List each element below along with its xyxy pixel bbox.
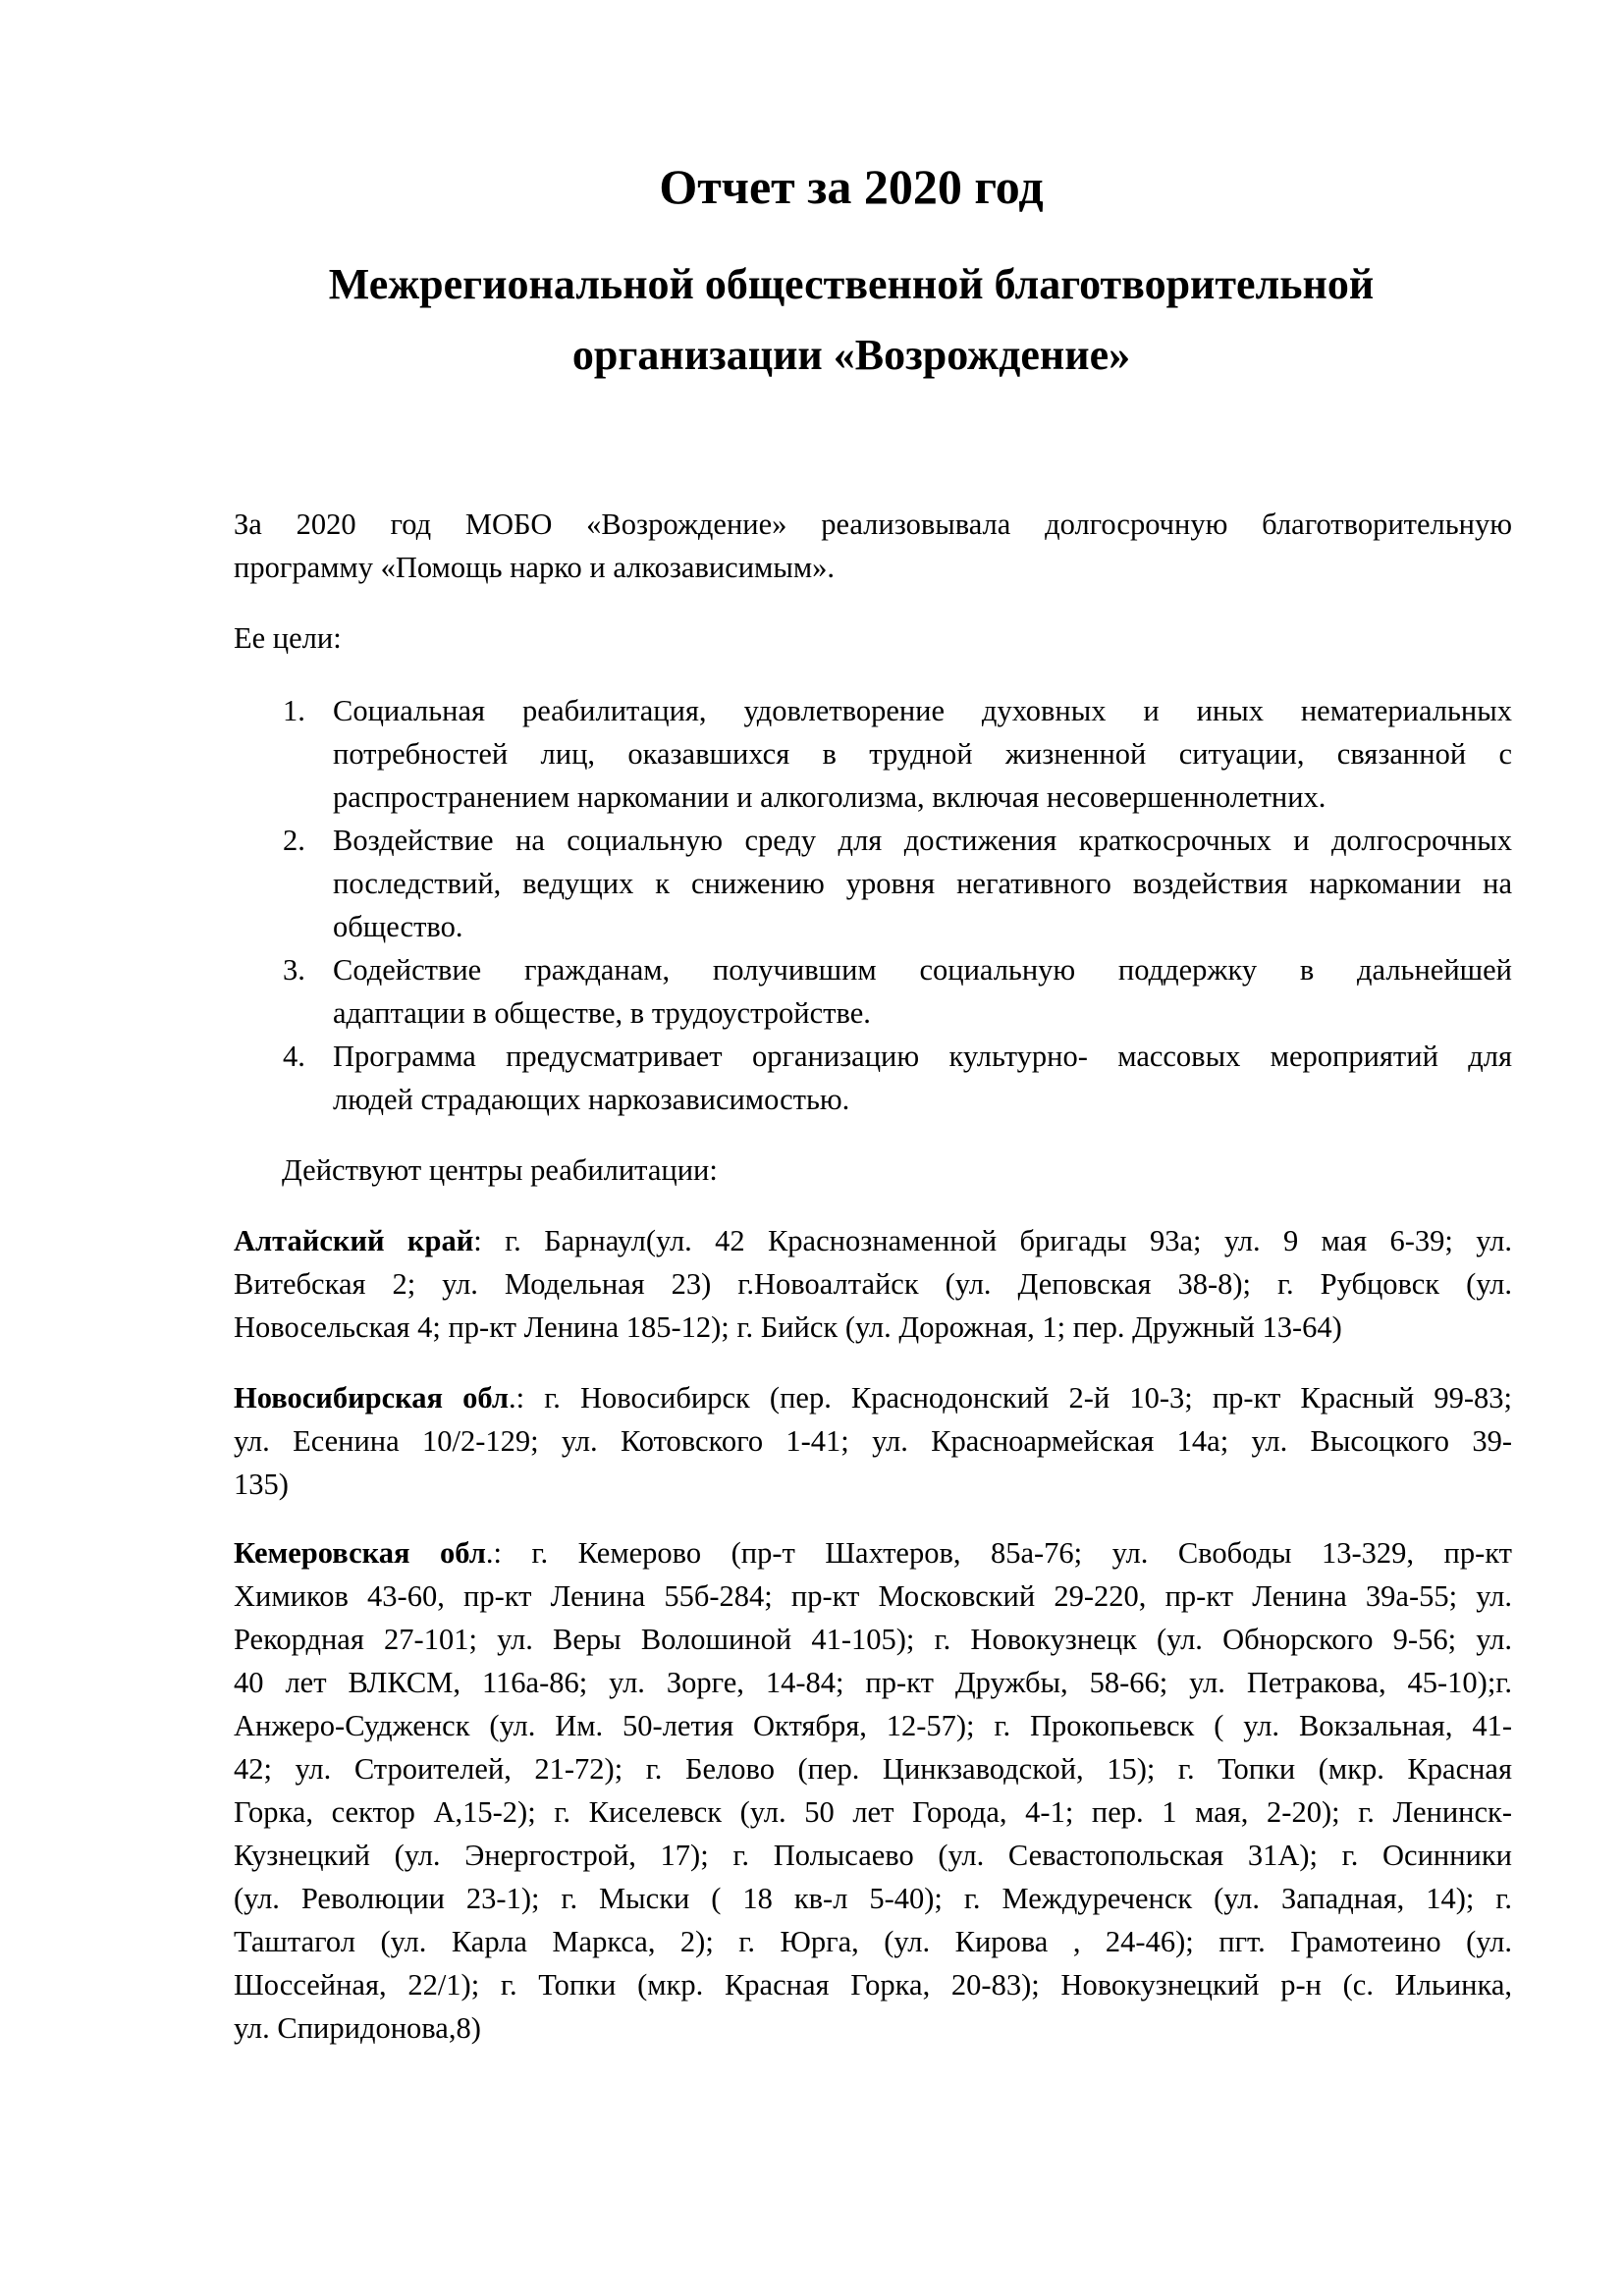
- region-line: Новосельская 4; пр-кт Ленина 185-12); г. Бийск (ул. Дорожная, 1; пер. Дружный 13-64): [234, 1310, 1342, 1344]
- region-line: Рекордная 27-101; ул. Веры Волошиной 41-105); г. Новокузнецк (ул. Обнорского 9-56; ул.: [234, 1623, 1512, 1656]
- region-name: Кемеровская обл: [234, 1536, 486, 1570]
- region-line: Горка, сектор А,15-2); г. Киселевск (ул. 50 лет Города, 4-1; пер. 1 мая, 2-20); г. Ленинск-: [234, 1795, 1512, 1829]
- region-paragraph: [234, 1376, 1512, 1506]
- goal-number: 1.: [283, 694, 305, 727]
- goal-line: людей страдающих наркозависимостью.: [333, 1083, 850, 1116]
- region-line: [234, 1219, 1512, 1262]
- region-line: Витебская 2; ул. Модельная 23) г.Новоалтайск (ул. Деповская 38-8); г. Рубцовск (ул.: [234, 1267, 1512, 1301]
- goal-text: [333, 819, 1512, 948]
- region-line: (ул. Революции 23-1); г. Мыски ( 18 кв-л 5-40); г. Междуреченск (ул. Западная, 14); г.: [234, 1882, 1512, 1915]
- goal-line: Программа предусматривает организацию культурно- массовых мероприятий для: [333, 1040, 1512, 1073]
- goal-line: Социальная реабилитация, удовлетворение духовных и иных нематериальных: [333, 694, 1512, 727]
- organization-name-line: Межрегиональной общественной благотворительной: [328, 260, 1375, 308]
- region-paragraph: [234, 1531, 1512, 2050]
- region-line: Таштагол (ул. Карла Маркса, 2); г. Юрга, (ул. Кирова , 24-46); пгт. Грамотеино (ул.: [234, 1925, 1512, 1958]
- organization-name-line: организации «Возрождение»: [571, 331, 1131, 379]
- region-line: ул. Есенина 10/2-129; ул. Котовского 1-41; ул. Красноармейская 14а; ул. Высоцкого 39-: [234, 1424, 1512, 1458]
- region-text: : г. Барнаул(ул. 42 Краснознаменной бригады 93а; ул. 9 мая 6-39; ул.: [473, 1224, 1513, 1257]
- region-line: 42; ул. Строителей, 21-72); г. Белово (пер. Цинкзаводской, 15); г. Топки (мкр. Красная: [234, 1752, 1512, 1786]
- region-text: .: г. Новосибирск (пер. Краснодонский 2-й 10-3; пр-кт Красный 99-83;: [509, 1381, 1512, 1415]
- report-title: Отчет за 2020 год: [659, 159, 1044, 214]
- goal-line: распространением наркомании и алкоголизма, включая несовершеннолетних.: [333, 780, 1326, 814]
- region-line: Анжеро-Судженск (ул. Им. 50-летия Октября, 12-57); г. Прокопьевск ( ул. Вокзальная, 41-: [234, 1709, 1512, 1742]
- region-line: 135): [234, 1468, 289, 1501]
- region-text: .: г. Кемерово (пр-т Шахтеров, 85а-76; ул. Свободы 13-329, пр-кт: [485, 1536, 1512, 1570]
- centers-label: Действуют центры реабилитации:: [282, 1153, 718, 1187]
- goal-number: 4.: [283, 1040, 305, 1073]
- region-line: Кузнецкий (ул. Энергострой, 17); г. Полысаево (ул. Севастопольская 31А); г. Осинники: [234, 1839, 1512, 1872]
- intro-line: За 2020 год МОБО «Возрождение» реализовывала долгосрочную благотворительную: [234, 507, 1512, 541]
- goal-text: [333, 689, 1512, 819]
- region-name: Новосибирская обл: [234, 1381, 509, 1415]
- region-line: [234, 1531, 1512, 1575]
- goal-line: Воздействие на социальную среду для достижения краткосрочных и долгосрочных: [333, 824, 1512, 857]
- region-line: Химиков 43-60, пр-кт Ленина 55б-284; пр-кт Московский 29-220, пр-кт Ленина 39а-55; ул.: [234, 1579, 1512, 1613]
- goal-text: [333, 1035, 1512, 1121]
- goal-number: 3.: [283, 953, 305, 987]
- goal-line: последствий, ведущих к снижению уровня негативного воздействия наркомании на: [333, 867, 1512, 900]
- intro-line: программу «Помощь нарко и алкозависимым».: [234, 551, 835, 584]
- region-line: ул. Спиридонова,8): [234, 2011, 481, 2045]
- organization-name: [0, 249, 1624, 391]
- goal-line: потребностей лиц, оказавшихся в трудной жизненной ситуации, связанной с: [333, 737, 1512, 771]
- region-paragraph: [234, 1219, 1512, 1349]
- region-line: 40 лет ВЛКСМ, 116а-86; ул. Зорге, 14-84; пр-кт Дружбы, 58-66; ул. Петракова, 45-10);г.: [234, 1666, 1512, 1699]
- region-line: [234, 1376, 1512, 1419]
- goals-label: Ее цели:: [234, 621, 342, 655]
- goal-text: [333, 948, 1512, 1035]
- goal-line: Содействие гражданам, получившим социальную поддержку в дальнейшей: [333, 953, 1512, 987]
- region-line: Шоссейная, 22/1); г. Топки (мкр. Красная Горка, 20-83); Новокузнецкий р-н (с. Ильинка,: [234, 1968, 1512, 2002]
- goal-number: 2.: [283, 824, 305, 857]
- intro-paragraph: [234, 503, 1512, 589]
- goal-line: адаптации в обществе, в трудоустройстве.: [333, 996, 871, 1030]
- region-name: Алтайский край: [234, 1224, 474, 1257]
- goal-line: общество.: [333, 910, 463, 943]
